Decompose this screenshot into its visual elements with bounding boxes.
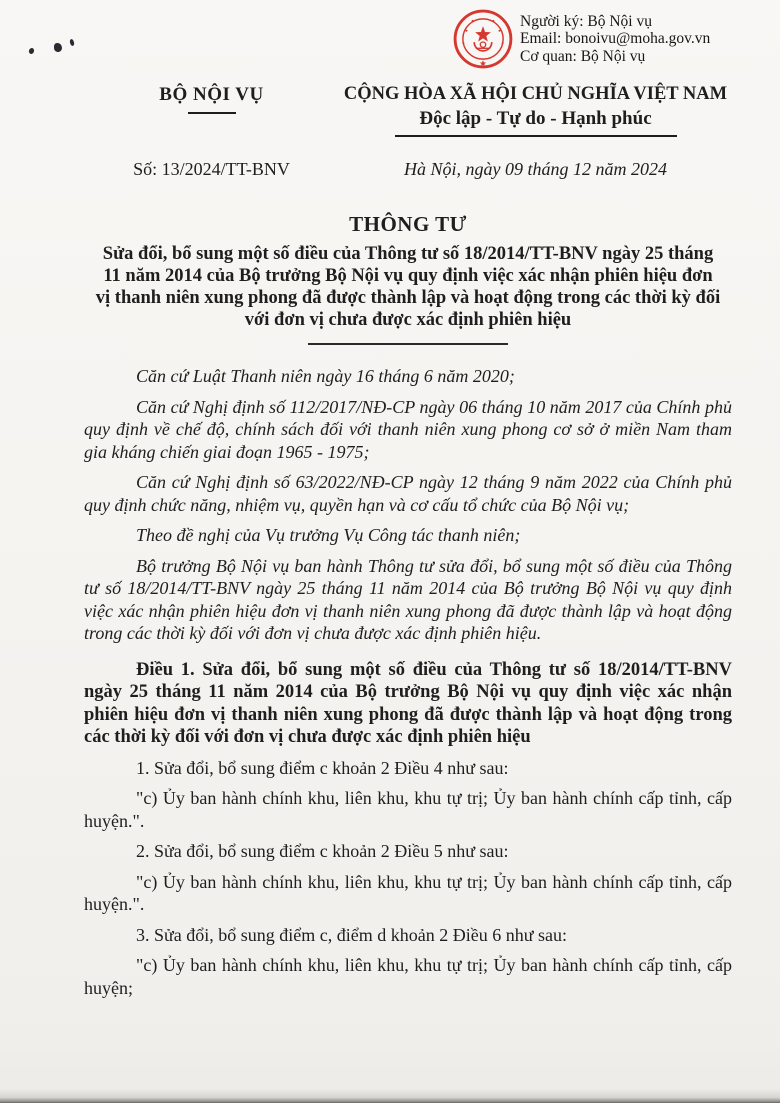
document-subject: Sửa đổi, bổ sung một số điều của Thông tư số 18/2014/TT-BNV ngày 25 tháng 11 năm 2014 của Bộ trưởng Bộ Nội vụ quy định việc xác nhận phiên hiệu đơn vị thanh niên xung phong đã được thành lập và hoạt động trong các thời kỳ đối với đơn vị chưa được xác định phiên hiệu (95, 244, 721, 330)
document-body (84, 365, 732, 999)
issuing-agency-name: BỘ NỘI VỤ (159, 84, 264, 105)
national-motto: Độc lập - Tự do - Hạnh phúc (419, 108, 652, 129)
preamble-paragraph: Theo đề nghị của Vụ trưởng Vụ Công tác thanh niên; (136, 525, 521, 545)
national-motto-block (339, 84, 732, 137)
article-1-item-1-content: "c) Ủy ban hành chính khu, liên khu, khu tự trị; Ủy ban hành chính cấp tỉnh, cấp huyện.". (84, 788, 732, 831)
national-title: CỘNG HÒA XÃ HỘI CHỦ NGHĨA VIỆT NAM (343, 84, 728, 104)
preamble-paragraph: Căn cứ Nghị định số 112/2017/NĐ-CP ngày 06 tháng 10 năm 2017 của Chính phủ quy định về chế độ, chính sách đối với thanh niên xung phong cơ sở ở miền Nam tham gia kháng chiến giai đoạn 1965 - 1975; (84, 396, 732, 462)
article-1-item-3-content: "c) Ủy ban hành chính khu, liên khu, khu tự trị; Ủy ban hành chính cấp tỉnh, cấp huyện; (84, 955, 732, 998)
page-bottom-edge (0, 1089, 780, 1103)
agency-underline (188, 112, 236, 114)
article-1-item-2-label: 2. Sửa đổi, bổ sung điểm c khoản 2 Điều 5 như sau: (136, 841, 509, 861)
signature-signer: Người ký: Bộ Nội vụ (520, 12, 652, 30)
number-date-row (84, 159, 732, 180)
article-1-item-2-content: "c) Ủy ban hành chính khu, liên khu, khu tự trị; Ủy ban hành chính cấp tỉnh, cấp huyện.". (84, 871, 732, 914)
document-number: Số: 13/2024/TT-BNV (133, 159, 290, 179)
document-header (84, 84, 732, 137)
signature-info (520, 13, 710, 66)
preamble-paragraph: Bộ trưởng Bộ Nội vụ ban hành Thông tư sửa đổi, bổ sung một số điều của Thông tư số 18/2014/TT-BNV ngày 25 tháng 11 năm 2014 của Bộ trưởng Bộ Nội vụ quy định việc xác nhận phiên hiệu đơn vị thanh niên xung phong đã được thành lập và hoạt động trong các thời kỳ đối với đơn vị chưa được xác định phiên hiệu. (84, 555, 732, 643)
document-type-title: THÔNG TƯ (349, 212, 467, 236)
preamble-paragraph: Căn cứ Luật Thanh niên ngày 16 tháng 6 năm 2020; (136, 366, 515, 386)
motto-underline (395, 135, 677, 137)
national-emblem-seal-icon (452, 8, 514, 70)
article-1-heading: Điều 1. Sửa đổi, bổ sung một số điều của Thông tư số 18/2014/TT-BNV ngày 25 tháng 11 năm 2014 của Bộ trưởng Bộ Nội vụ quy định việc xác nhận phiên hiệu đơn vị thanh niên xung phong đã được thành lập và hoạt động trong các thời kỳ đối với đơn vị chưa được xác định phiên hiệu (84, 659, 732, 747)
title-separator (308, 343, 508, 345)
issuing-agency-block (84, 84, 339, 137)
signature-agency: Cơ quan: Bộ Nội vụ (520, 47, 646, 65)
signature-email: Email: bonoivu@moha.gov.vn (520, 30, 711, 48)
digital-signature-stamp (452, 8, 710, 70)
article-1-item-3-label: 3. Sửa đổi, bổ sung điểm c, điểm d khoản 2 Điều 6 như sau: (136, 924, 567, 945)
place-and-date: Hà Nội, ngày 09 tháng 12 năm 2024 (404, 159, 667, 179)
article-1-item-1-label: 1. Sửa đổi, bổ sung điểm c khoản 2 Điều 4 như sau: (136, 757, 509, 778)
scan-artifact-dot (54, 43, 62, 52)
preamble-paragraph: Căn cứ Nghị định số 63/2022/NĐ-CP ngày 12 tháng 9 năm 2022 của Chính phủ quy định chức năng, nhiệm vụ, quyền hạn và cơ cấu tổ chức của Bộ Nội vụ; (84, 472, 732, 515)
